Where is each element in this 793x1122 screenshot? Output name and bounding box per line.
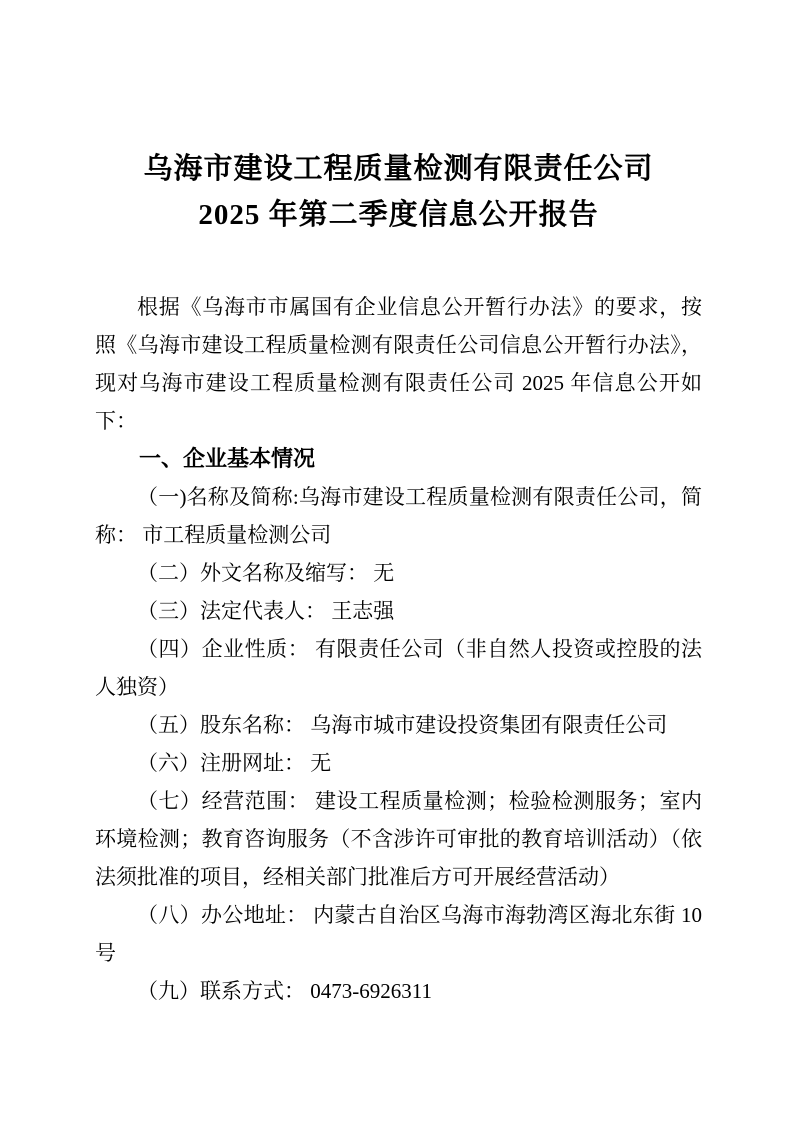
item-paragraph-4-company-nature: （四）企业性质： 有限责任公司（非自然人投资或控股的法人独资）: [95, 637, 702, 699]
section-heading-basic-info: 一、企业基本情况: [139, 446, 316, 471]
intro-paragraph: 根据《乌海市市属国有企业信息公开暂行办法》的要求，按照《乌海市建设工程质量检测有限责任公司信息公开暂行办法》，现对乌海市建设工程质量检测有限责任公司 2025 年信息公开如下：: [95, 295, 702, 433]
item-paragraph-5-shareholder-name: （五）股东名称： 乌海市城市建设投资集团有限责任公司: [137, 713, 668, 737]
title-line-2: 2025 年第二季度信息公开报告: [198, 199, 599, 231]
item-paragraph-6-registered-website: （六）注册网址： 无: [137, 751, 332, 775]
items-list: [95, 478, 702, 1010]
title-line-1: 乌海市建设工程质量检测有限责任公司: [143, 153, 654, 185]
item-paragraph-2-foreign-name: （二）外文名称及缩写： 无: [137, 561, 395, 585]
document-title: [95, 146, 702, 238]
item-paragraph-7-business-scope: （七）经营范围： 建设工程质量检测；检验检测服务；室内环境检测；教育咨询服务（不含涉许可审批的教育培训活动）（依法须批准的项目，经相关部门批准后方可开展经营活动）: [95, 789, 702, 889]
item-paragraph-3-legal-representative: （三）法定代表人： 王志强: [137, 599, 395, 623]
item-paragraph-8-office-address: （八）办公地址： 内蒙古自治区乌海市海勃湾区海北东街 10 号: [95, 903, 702, 965]
item-paragraph-1-name-abbreviation: （一)名称及简称:乌海市建设工程质量检测有限责任公司，简称： 市工程质量检测公司: [95, 485, 702, 547]
item-paragraph-9-contact-info: （九）联系方式： 0473-6926311: [137, 979, 432, 1003]
